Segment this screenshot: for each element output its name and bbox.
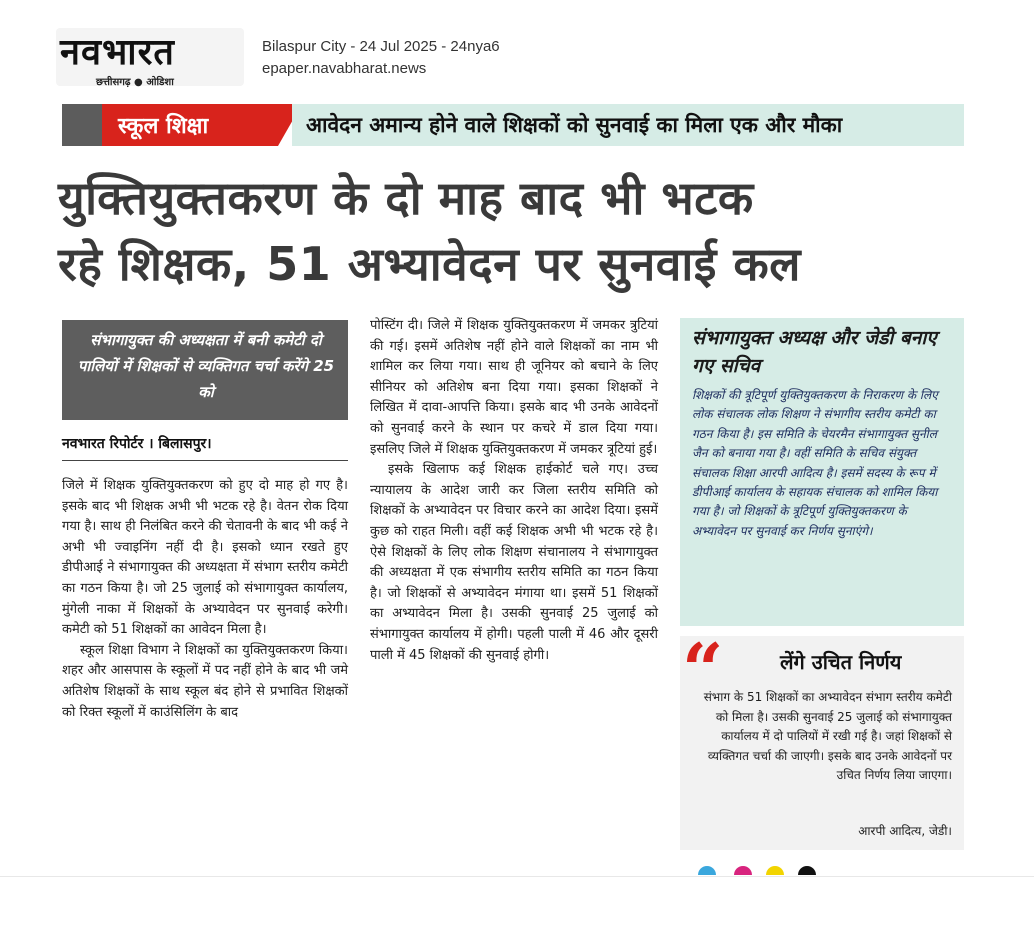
epaper-url[interactable]: epaper.navabharat.news — [262, 60, 427, 77]
sidebar-1-body: शिक्षकों की त्रूटिपूर्ण युक्तियुक्तकरण के निराकरण के लिए लोक संचालक लोक शिक्षण ने संभागीय स्तरीय कमेटी का गठन किया है। इस समिति के चेयरमैन संभागायुक्त सुनील जैन को बनाया गया है। वहीं समिति के सचिव संयुक्त संचालक शिक्षा आरपी आदित्य है। इसमें सदस्य के रूप में डीपीआई कार्यालय के सहायक संचालक को शामिल किया गया है। जो शिक्षकों के त्रूटिपूर्ण युक्तियुक्तकरण के अभ्यावेदन पर सुनवाई कर निर्णय सुनाएंगे। — [692, 388, 938, 538]
paragraph: स्कूल शिक्षा विभाग ने शिक्षकों का युक्तियुक्तकरण किया। शहर और आसपास के स्कूलों में पद नहीं होने के बाद भी जमे अतिशेष शिक्षकों के साथ स्कूल बंद होने से प्रभावित शिक्षकों को रिक्त स्कूलों में काउंसिलिंग के बाद — [62, 642, 348, 720]
edition-info: Bilaspur City - 24 Jul 2025 - 24nya6 — [262, 38, 500, 55]
byline: नवभारत रिपोर्टर । बिलासपुर। — [62, 436, 212, 452]
sidebar-2-title: लेंगे उचित निर्णय — [780, 650, 902, 674]
sidebar-1-title: संभागायुक्त अध्यक्ष और जेडी बनाए गए सचिव — [692, 327, 937, 377]
masthead-region: छत्तीसगढ़ ● ओडिशा — [96, 77, 174, 88]
paragraph: पोस्टिंग दी। जिले में शिक्षक युक्तियुक्तकरण में जमकर त्रुटियां की गई। इसमें अतिशेष नहीं होने वाले शिक्षकों का नाम भी शामिल कर लिया गया। साथ ही जूनियर को बचाने के लिए सीनियर को अतिशेष बना दिया गया। इसका शिक्षकों ने लिखित में दावा-आपत्ति किया। इसके बाद भी उनके आवेदनों को सुनवाई करने के स्थान पर कचरे में डाल दिया गया। इसलिए जिले में शिक्षक युक्तियुक्तकरण में जमकर त्रूटियां हुई। — [370, 318, 658, 457]
page-bottom-rule — [0, 876, 1034, 877]
registration-mark-cyan — [698, 866, 716, 875]
article-column-1 — [62, 476, 348, 723]
masthead-logo: नवभारत — [60, 32, 175, 73]
paragraph: जिले में शिक्षक युक्तियुक्तकरण को हुए दो माह हो गए है। इसके बाद भी शिक्षक अभी भी भटक रहे है। वेतन रोक दिया गया है। साथ ही निलंबित करने की चेतावनी के बाद भी कई ने अभी भी ज्वाइनिंग नहीं दी है। इसको ध्यान रखते हुए डीपीआई ने संभागायुक्त की अध्यक्षता में संभाग स्तरीय कमेटी का गठन किया है। जो 25 जुलाई को संभागायुक्त कार्यालय, मुंगेली नाका में शिक्षकों के अभ्यावेदन पर सुनवाई करेगी। कमेटी को 51 शिक्षकों का आवेदन मिला है। — [62, 478, 348, 638]
registration-mark-magenta — [734, 866, 752, 875]
kicker-grey-block — [62, 104, 102, 146]
article-column-2 — [370, 316, 658, 666]
headline-line-1: युक्तियुक्तकरण के दो माह बाद भी भटक — [58, 171, 754, 225]
kicker-text: आवेदन अमान्य होने वाले शिक्षकों को सुनवाई का मिला एक और मौका — [306, 113, 843, 137]
quote-icon: “ — [682, 627, 724, 712]
quote-attribution: आरपी आदित्य, जेडी। — [858, 824, 952, 838]
registration-mark-black — [798, 866, 816, 875]
subhead-text: संभागायुक्त की अध्यक्षता में बनी कमेटी दो पालियों में शिक्षकों से व्यक्तिगत चर्चा करेंगे 25 को — [77, 331, 335, 401]
sidebar-2-quote: संभाग के 51 शिक्षकों का अभ्यावेदन संभाग स्तरीय कमेटी को मिला है। उसकी सुनवाई 25 जुलाई को संभागायुक्त कार्यालय में दो पालियों में रखी गई है। जहां शिक्षकों से व्यक्तिगत चर्चा की जाएगी। इसके बाद उनके आवेदनों पर उचित निर्णय लिया जाएगा। — [703, 690, 952, 783]
headline-line-2: रहे शिक्षक, 51 अभ्यावेदन पर सुनवाई कल — [58, 237, 801, 291]
byline-divider — [62, 460, 348, 461]
registration-mark-yellow — [766, 866, 784, 875]
paragraph: इसके खिलाफ कई शिक्षक हाईकोर्ट चले गए। उच्च न्यायालय के आदेश जारी कर जिला स्तरीय समिति को शिक्षकों के अभ्यावेदन पर विचार करने का आदेश दिया। इसमें कुछ को राहत मिली। वहीं कई शिक्षक अभी भी भटक रहे है। ऐसे शिक्षकों के लिए लोक शिक्षण संचानालय ने संभागायुक्त की अध्यक्षता में एक संभागीय स्तरीय समिति का गठन किया है। जो शिक्षकों से अभ्यावेदन मंगाया था। इसमें 51 शिक्षकों का अभ्यावेदन मिला है। उसकी सुनवाई 25 जुलाई को संभागायुक्त कार्यालय में होगी। पहली पाली में 46 और दूसरी पाली में 45 शिक्षकों की सुनवाई होगी। — [370, 462, 658, 663]
section-label: स्कूल शिक्षा — [118, 114, 209, 139]
